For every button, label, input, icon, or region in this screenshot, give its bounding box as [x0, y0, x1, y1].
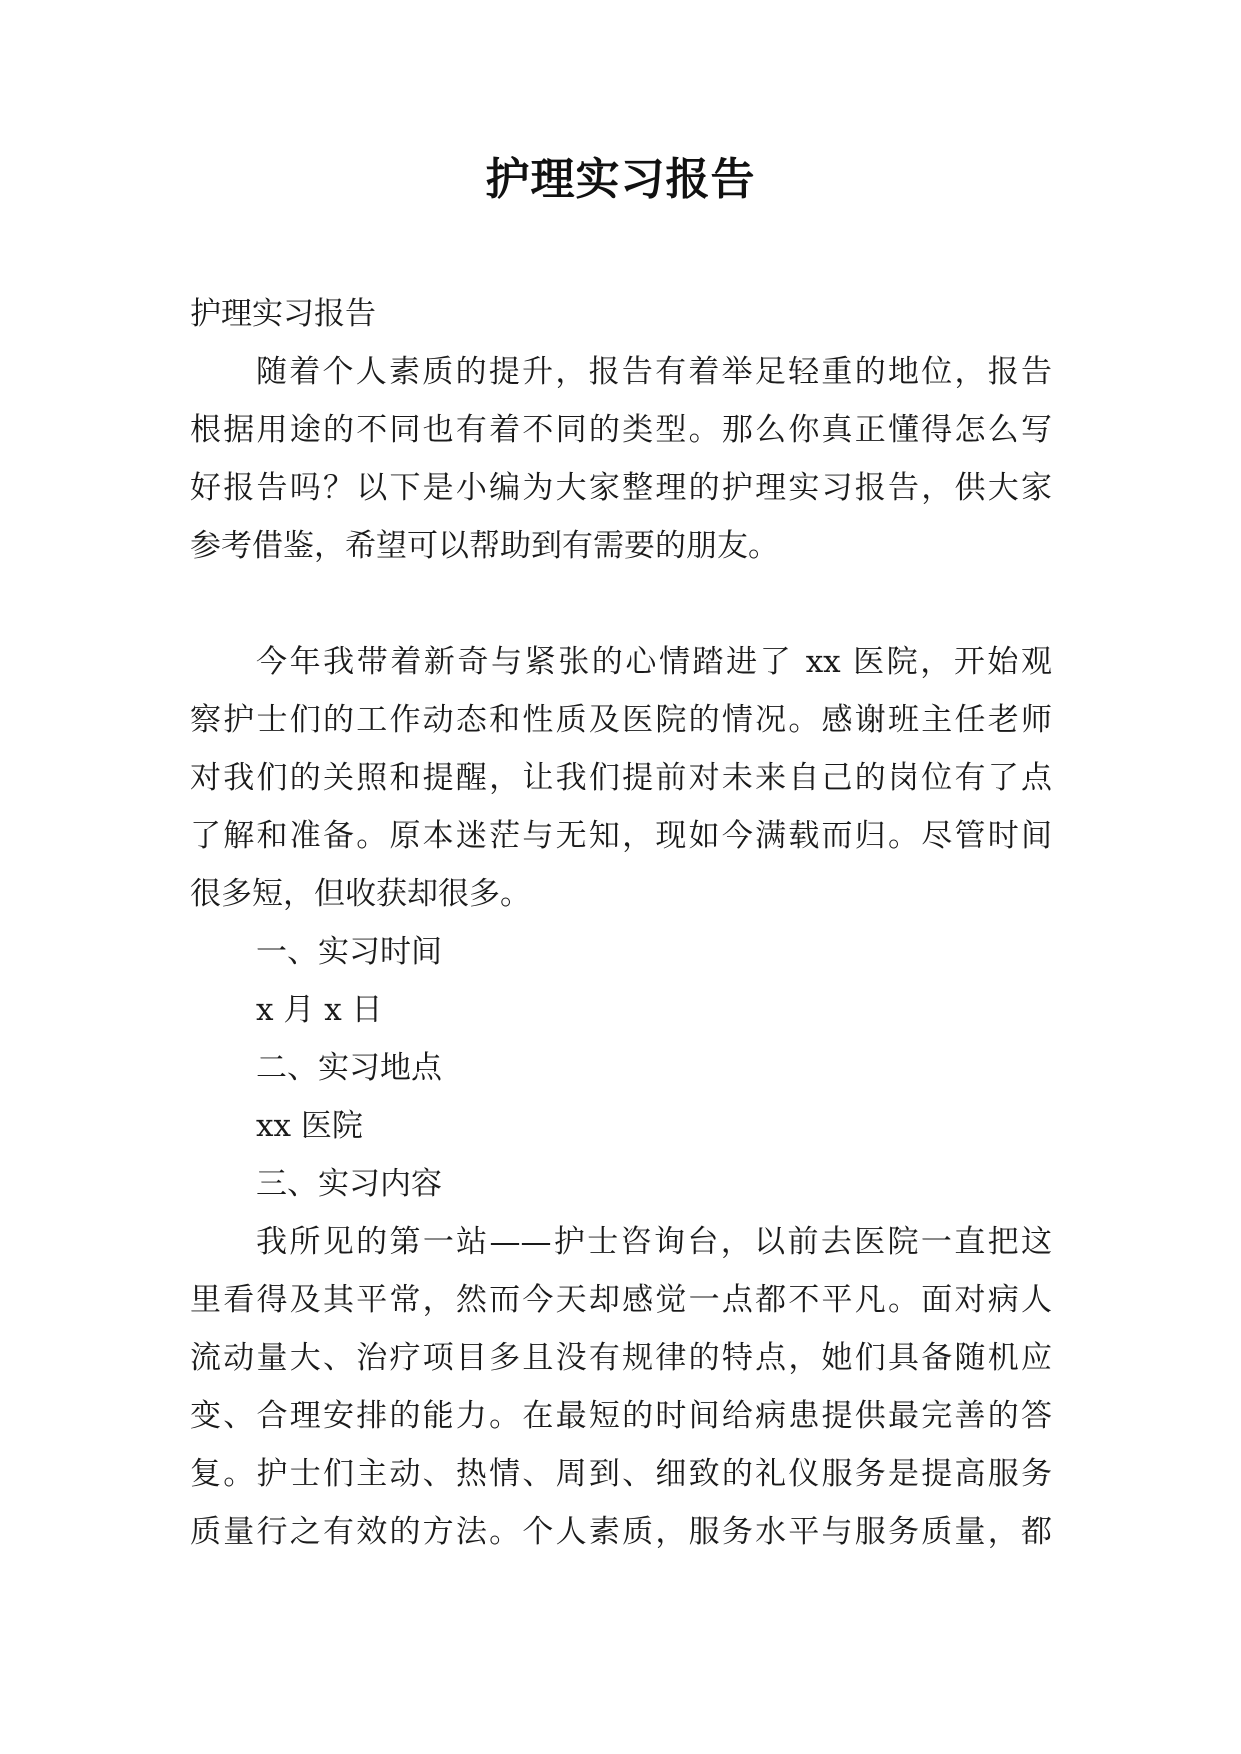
text-line: 里看得及其平常，然而今天却感觉一点都不平凡。面对病人: [190, 1282, 1052, 1318]
text-line: 很多短，但收获却很多。: [190, 876, 531, 912]
text-line: 好报告吗？以下是小编为大家整理的护理实习报告，供大家: [190, 470, 1052, 506]
text-line: 质量行之有效的方法。个人素质，服务水平与服务质量，都: [190, 1514, 1052, 1550]
text-line: 三、实习内容: [256, 1166, 442, 1202]
paragraph-gap: [190, 575, 1052, 633]
text-line: 复。护士们主动、热情、周到、细致的礼仪服务是提高服务: [190, 1456, 1052, 1492]
text-line: 今年我带着新奇与紧张的心情踏进了 xx 医院，开始观: [256, 644, 1052, 680]
text-line: 二、实习地点: [256, 1050, 442, 1086]
text-line: 我所见的第一站——护士咨询台，以前去医院一直把这: [256, 1224, 1052, 1260]
text-line: 流动量大、治疗项目多且没有规律的特点，她们具备随机应: [190, 1340, 1052, 1376]
text-line: xx 医院: [256, 1108, 363, 1144]
text-line: 护理实习报告: [190, 296, 376, 332]
text-line: 随着个人素质的提升，报告有着举足轻重的地位，报告: [256, 354, 1052, 390]
document-title: 护理实习报告: [485, 154, 756, 205]
text-line: 变、合理安排的能力。在最短的时间给病患提供最完善的答: [190, 1398, 1052, 1434]
text-line: 一、实习时间: [256, 934, 442, 970]
text-line: 根据用途的不同也有着不同的类型。那么你真正懂得怎么写: [190, 412, 1052, 448]
text-line: 参考借鉴，希望可以帮助到有需要的朋友。: [190, 528, 779, 564]
text-line: 了解和准备。原本迷茫与无知，现如今满载而归。尽管时间: [190, 818, 1052, 854]
text-line: x 月 x 日: [256, 992, 383, 1028]
text-line: 察护士们的工作动态和性质及医院的情况。感谢班主任老师: [190, 702, 1052, 738]
text-line: 对我们的关照和提醒，让我们提前对未来自己的岗位有了点: [190, 760, 1052, 796]
document-body: [190, 285, 1052, 1561]
